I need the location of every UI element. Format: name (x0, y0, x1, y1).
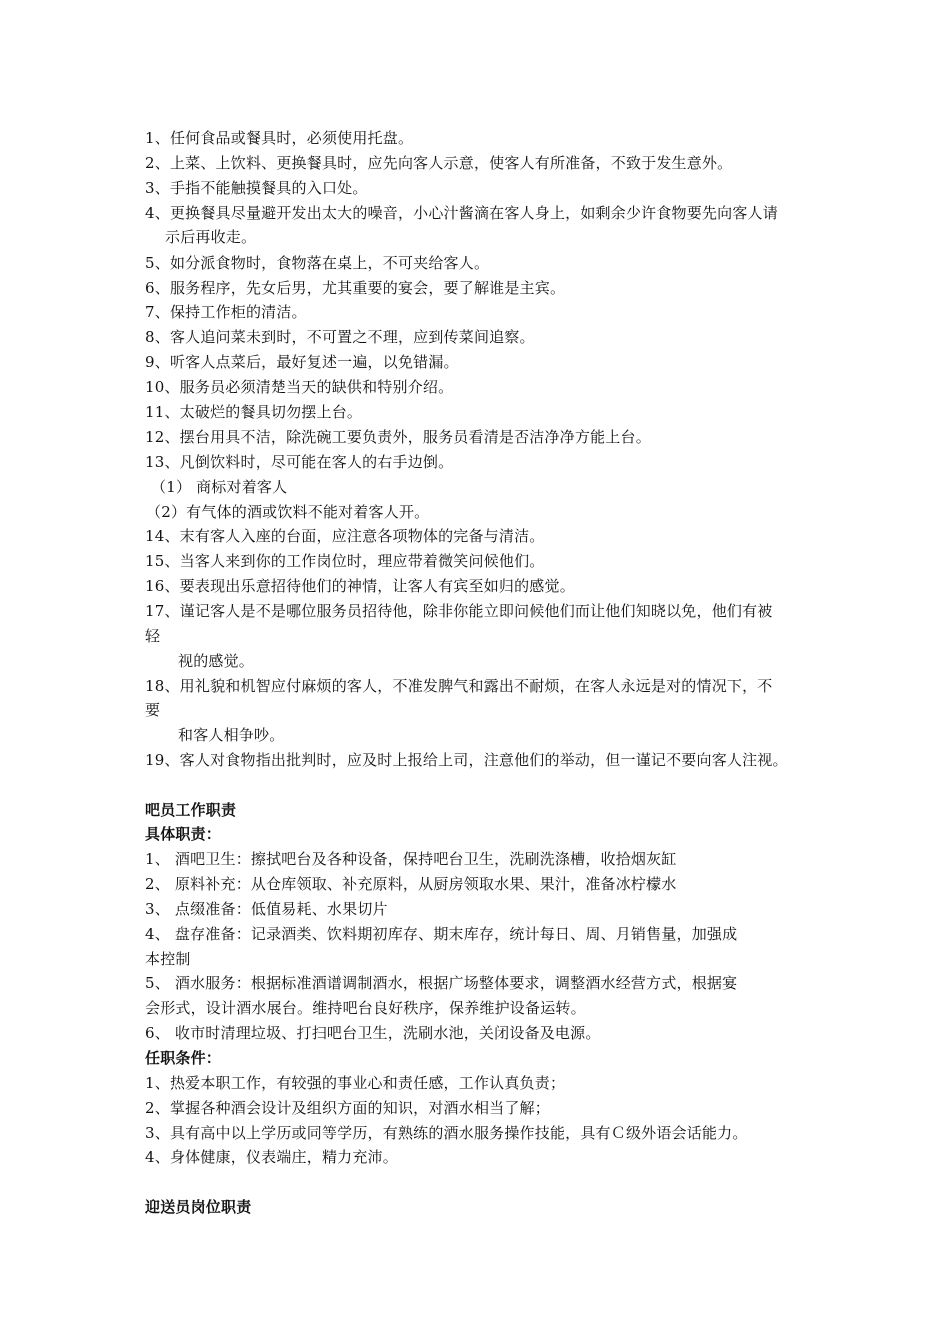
rule-line: 1、任何食品或餐具时，必须使用托盘。 (145, 129, 414, 147)
rule-line: 13、凡倒饮料时，尽可能在客人的右手边倒。 (145, 453, 454, 471)
rule-line-continuation: 要 (145, 701, 161, 719)
duty-item-continuation: 本控制 (145, 950, 191, 968)
duty-item: 4、 盘存准备：记录酒类、饮料期初库存、期末库存，统计每日、周、月销售量，加强成 (145, 925, 738, 943)
rule-sub-item: （1） 商标对着客人 (151, 478, 288, 496)
rule-line: 3、手指不能触摸餐具的入口处。 (145, 179, 368, 197)
duty-item: 5、 酒水服务：根据标准酒谱调制酒水，根据广场整体要求，调整酒水经营方式，根据宴 (145, 974, 738, 992)
requirement-item: 2、掌握各种酒会设计及组织方面的知识，对酒水相当了解； (145, 1099, 550, 1117)
duty-item: 2、 原料补充：从仓库领取、补充原料，从厨房领取水果、果汁，准备冰柠檬水 (145, 875, 677, 893)
rule-line-continuation: 示后再收走。 (165, 228, 257, 246)
greeter-section-title: 迎送员岗位职责 (145, 1198, 252, 1216)
rule-line-continuation: 和客人相争吵。 (178, 726, 285, 744)
rule-line: 11、太破烂的餐具切勿摆上台。 (145, 403, 363, 421)
rule-line: 5、如分派食物时，食物落在桌上，不可夹给客人。 (145, 254, 490, 272)
rule-line: 10、服务员必须清楚当天的缺供和特别介绍。 (145, 378, 454, 396)
rule-line: 15、当客人来到你的工作岗位时，理应带着微笑问候他们。 (145, 552, 545, 570)
requirement-item: 3、具有高中以上学历或同等学历，有熟练的酒水服务操作技能，具有Ｃ级外语会话能力。 (145, 1124, 748, 1142)
rule-line: 18、用礼貌和机智应付麻烦的客人，不准发脾气和露出不耐烦，在客人永远是对的情况下，不 (145, 677, 773, 695)
requirement-item: 4、身体健康，仪表端庄，精力充沛。 (145, 1148, 398, 1166)
requirements-heading: 任职条件： (145, 1049, 222, 1067)
rule-line: 16、要表现出乐意招待他们的神情，让客人有宾至如归的感觉。 (145, 577, 575, 595)
rule-line: 17、谨记客人是不是哪位服务员招待他，除非你能立即问候他们而让他们知晓以免，他们有被 (145, 602, 773, 620)
rule-line: 19、客人对食物指出批判时，应及时上报给上司，注意他们的举动，但一谨记不要向客人注视。 (145, 751, 788, 769)
rule-line: 6、服务程序，先女后男，尤其重要的宴会，要了解谁是主宾。 (145, 279, 566, 297)
bartender-section-title: 吧员工作职责 (145, 801, 237, 819)
rule-line: 7、保持工作柜的清洁。 (145, 303, 307, 321)
rule-line: 9、听客人点菜后，最好复述一遍，以免错漏。 (145, 353, 459, 371)
duty-item-continuation: 会形式，设计酒水展台。维持吧台良好秩序，保养维护设备运转。 (145, 999, 586, 1017)
rule-line: 14、末有客人入座的台面，应注意各项物体的完备与清洁。 (145, 527, 545, 545)
rule-sub-item: （2）有气体的酒或饮料不能对着客人开。 (146, 503, 430, 521)
rule-line: 12、摆台用具不洁，除洗碗工要负责外，服务员看清是否洁净净方能上台。 (145, 428, 651, 446)
duty-item: 1、 酒吧卫生：擦拭吧台及各种设备，保持吧台卫生，洗刷洗涤槽，收拾烟灰缸 (145, 850, 677, 868)
rule-line-continuation: 轻 (145, 627, 161, 645)
rule-line: 2、上菜、上饮料、更换餐具时，应先向客人示意，使客人有所准备，不致于发生意外。 (145, 154, 733, 172)
duties-heading: 具体职责： (145, 825, 222, 843)
rule-line: 4、更换餐具尽量避开发出太大的噪音，小心汁酱滴在客人身上，如剩余少许食物要先向客人请 (145, 204, 778, 222)
duty-item: 3、 点缀准备：低值易耗、水果切片 (145, 900, 388, 918)
requirement-item: 1、热爱本职工作，有较强的事业心和责任感，工作认真负责； (145, 1074, 566, 1092)
rule-line-continuation: 视的感觉。 (178, 652, 255, 670)
rule-line: 8、客人追问菜未到时，不可置之不理，应到传菜间追察。 (145, 328, 535, 346)
duty-item: 6、 收市时清理垃圾、打扫吧台卫生，洗刷水池，关闭设备及电源。 (145, 1024, 601, 1042)
